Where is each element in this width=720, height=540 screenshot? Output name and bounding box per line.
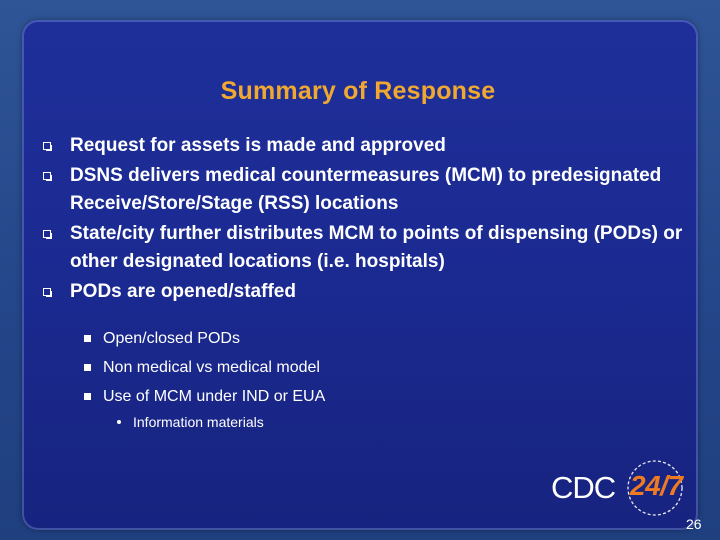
checkbox-bullet-icon — [43, 172, 51, 180]
sub-bullet-item — [84, 382, 604, 411]
bullet-text: Request for assets is made and approved — [70, 135, 446, 156]
bullet-item — [40, 132, 690, 160]
dot-bullet-icon — [117, 420, 121, 424]
sub-bullet-list — [84, 324, 604, 411]
bullet-text: PODs are opened/staffed — [70, 281, 296, 302]
sub-bullet-item — [84, 353, 604, 382]
bullet-item — [40, 278, 690, 306]
sub-bullet-item — [84, 324, 604, 353]
bullet-item — [40, 220, 690, 276]
square-bullet-icon — [84, 335, 91, 342]
slide-title: Summary of Response — [220, 77, 496, 105]
logo-cdc-text: CDC — [551, 470, 616, 505]
cdc-logo — [551, 458, 697, 518]
checkbox-bullet-icon — [43, 230, 51, 238]
logo-tagline: 24/7 — [630, 470, 683, 501]
checkbox-bullet-icon — [43, 142, 51, 150]
checkbox-bullet-icon — [43, 288, 51, 296]
sub-bullet-text: Open/closed PODs — [103, 330, 240, 347]
bullet-text: State/city further distributes MCM to points of dispensing (PODs) or other designated locations (i.e. hospitals) — [70, 223, 683, 272]
sub-sub-bullet-text: Information materials — [133, 414, 264, 430]
sub-bullet-text: Use of MCM under IND or EUA — [103, 388, 326, 405]
bullet-text: DSNS delivers medical countermeasures (MCM) to predesignated Receive/Store/Stage (RSS) locations — [70, 165, 662, 214]
main-bullet-list — [40, 132, 690, 308]
page-number: 26 — [686, 516, 702, 532]
square-bullet-icon — [84, 393, 91, 400]
sub-sub-bullet-item — [117, 412, 264, 432]
bullet-item — [40, 162, 690, 218]
sub-bullet-text: Non medical vs medical model — [103, 359, 320, 376]
square-bullet-icon — [84, 364, 91, 371]
